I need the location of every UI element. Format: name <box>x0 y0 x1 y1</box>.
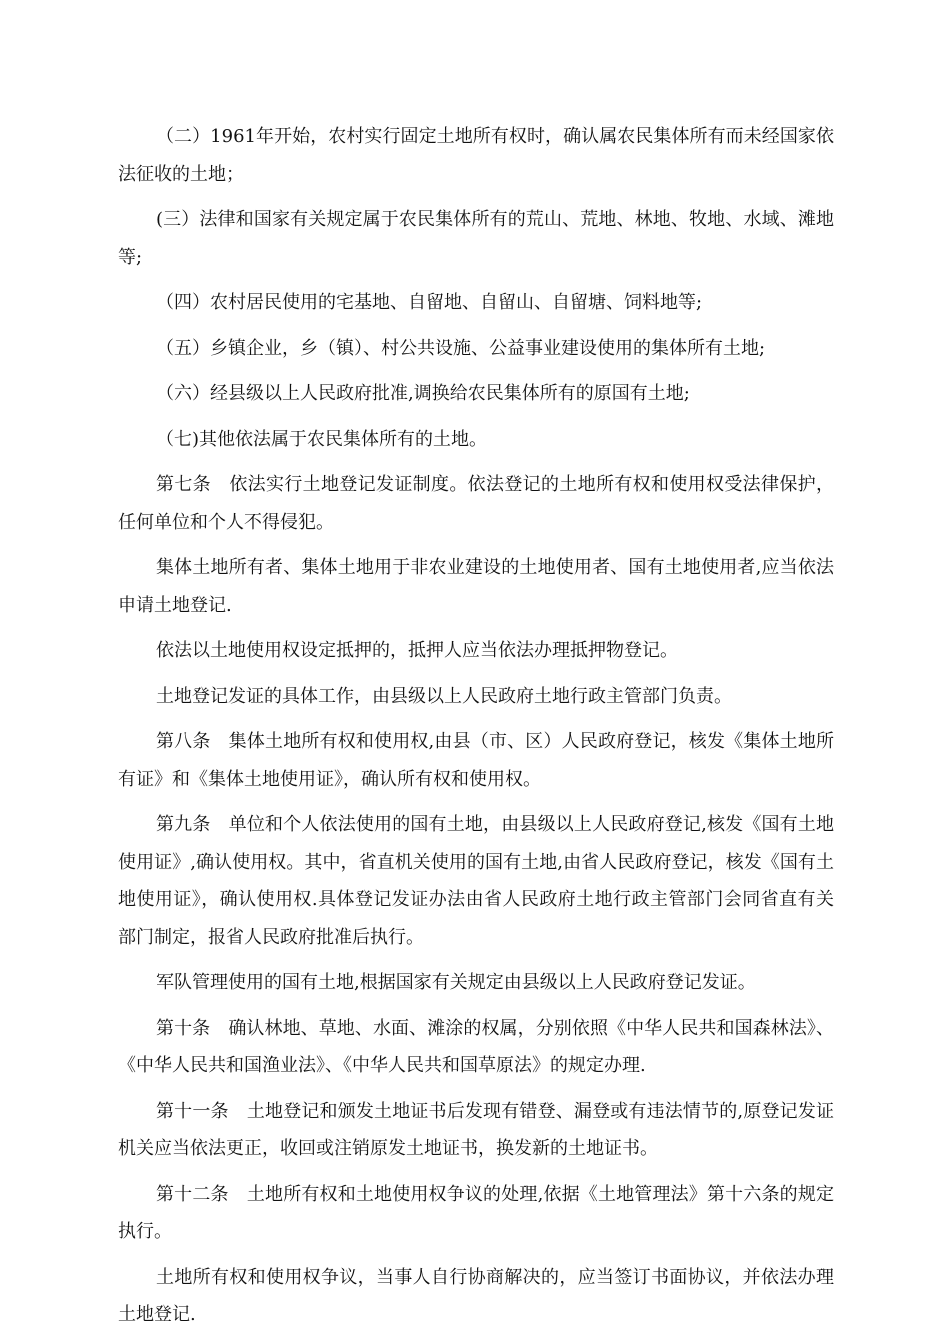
article-9-paragraph: 第九条 单位和个人依法使用的国有土地，由县级以上人民政府登记,核发《国有土地使用证》,确认使用权。其中，省直机关使用的国有土地,由省人民政府登记，核发《国有土地使用证》，确认使用权.具体登记发证办法由省人民政府土地行政主管部门会同省直有关部门制定，报省人民政府批准后执行。 <box>118 814 834 948</box>
article-11-paragraph: 第十一条 土地登记和颁发土地证书后发现有错登、漏登或有违法情节的,原登记发证机关应当依法更正，收回或注销原发土地证书，换发新的土地证书。 <box>118 1100 834 1159</box>
article-7-paragraph-4: 土地登记发证的具体工作，由县级以上人民政府土地行政主管部门负责。 <box>156 685 732 707</box>
document-body <box>118 118 834 1342</box>
article-10-paragraph: 第十条 确认林地、草地、水面、滩涂的权属，分别依照《中华人民共和国森林法》、《中华人民共和国渔业法》、《中华人民共和国草原法》的规定办理. <box>118 1017 834 1076</box>
paragraph-item-6: （六）经县级以上人民政府批准,调换给农民集体所有的原国有土地; <box>156 383 690 404</box>
article-9-paragraph-2: 军队管理使用的国有土地,根据国家有关规定由县级以上人民政府登记发证。 <box>156 972 756 993</box>
article-12-paragraph: 第十二条 土地所有权和土地使用权争议的处理,依据《土地管理法》第十六条的规定执行。 <box>118 1183 834 1242</box>
paragraph-item-3: (三）法律和国家有关规定属于农民集体所有的荒山、荒地、林地、牧地、水域、滩地等; <box>118 209 834 268</box>
article-7-paragraph: 第七条 依法实行土地登记发证制度。依法登记的土地所有权和使用权受法律保护，任何单位和个人不得侵犯。 <box>118 474 834 533</box>
article-12-paragraph-2: 土地所有权和使用权争议，当事人自行协商解决的，应当签订书面协议，并依法办理土地登记. <box>118 1266 834 1325</box>
paragraph-item-2: （二）1961年开始，农村实行固定土地所有权时，确认属农民集体所有而未经国家依法征收的土地； <box>118 126 834 185</box>
article-8-paragraph: 第八条 集体土地所有权和使用权,由县（市、区）人民政府登记，核发《集体土地所有证》和《集体土地使用证》，确认所有权和使用权。 <box>118 731 834 790</box>
paragraph-item-4: （四）农村居民使用的宅基地、自留地、自留山、自留塘、饲料地等; <box>156 292 703 313</box>
paragraph-item-5: （五）乡镇企业，乡（镇）、村公共设施、公益事业建设使用的集体所有土地; <box>156 337 766 359</box>
article-7-paragraph-2: 集体土地所有者、集体土地用于非农业建设的土地使用者、国有土地使用者,应当依法申请土地登记. <box>118 557 834 616</box>
paragraph-item-7: （七)其他依法属于农民集体所有的土地。 <box>156 428 488 450</box>
article-7-paragraph-3: 依法以土地使用权设定抵押的，抵押人应当依法办理抵押物登记。 <box>156 640 678 661</box>
